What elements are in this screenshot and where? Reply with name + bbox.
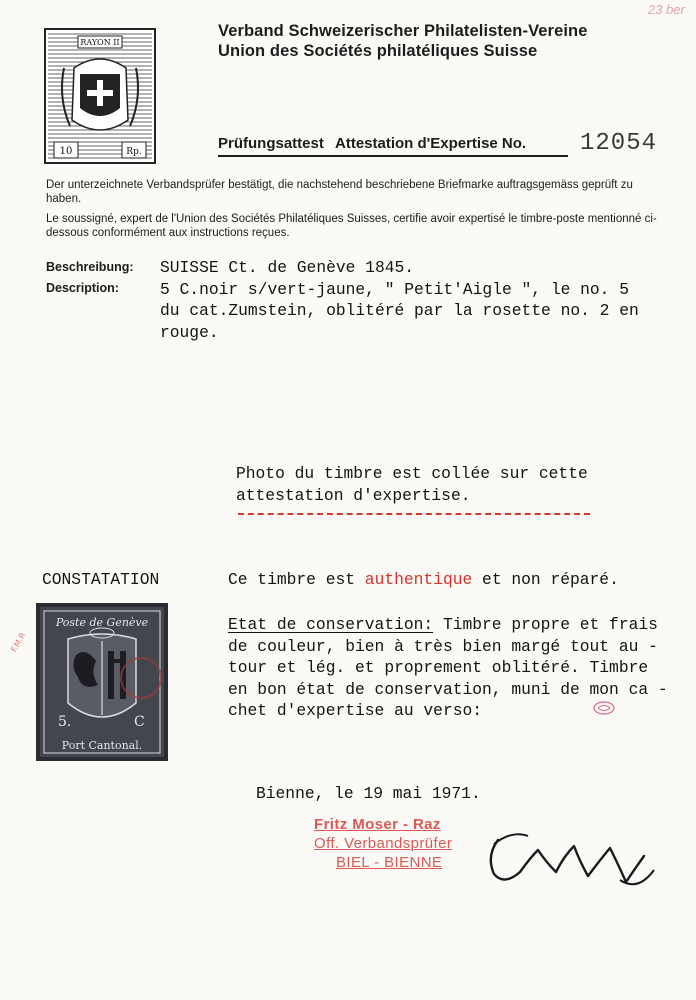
photo-note	[236, 463, 588, 506]
etat-label: Etat de conservation:	[228, 615, 434, 634]
title-rule	[218, 155, 568, 157]
etat-line-1: Timbre propre et frais	[433, 615, 658, 634]
etat-line-4: en bon état de conservation, muni de mon ca -	[228, 679, 668, 699]
authentique-word: authentique	[364, 570, 473, 589]
description-line-4: rouge.	[160, 322, 219, 342]
description-line-1: SUISSE Ct. de Genève 1845.	[160, 258, 415, 277]
etat-line-5: chet d'expertise au verso:	[228, 701, 483, 720]
constatation-label: CONSTATATION	[42, 570, 160, 589]
handwritten-signature-icon	[468, 800, 668, 900]
description-line-3: du cat.Zumstein, oblitéré par la rosette no. 2 en	[160, 301, 639, 320]
constatation-before: Ce timbre est	[228, 570, 365, 589]
rayon-stamp-logo	[44, 28, 156, 164]
svg-text:Poste de Genève: Poste de Genève	[55, 616, 149, 629]
seal-title: Off. Verbandsprüfer	[314, 835, 453, 852]
org-name-de: Verband Schweizerischer Philatelisten-Vereine	[218, 22, 588, 40]
stamp-photo	[36, 603, 168, 761]
label-beschreibung: Beschreibung:	[46, 260, 134, 274]
etat-line-2: de couleur, bien à très bien margé tout au -	[228, 636, 658, 656]
seal-name: Fritz Moser - Raz	[314, 816, 441, 833]
svg-text:F.M.R: F.M.R	[9, 631, 28, 654]
description-line-2: 5 C.noir s/vert-jaune, " Petit'Aigle ", le no. 5	[160, 279, 629, 299]
svg-text:RAYON II: RAYON II	[80, 38, 120, 47]
red-dashed-line	[238, 513, 590, 515]
svg-text:C: C	[134, 714, 145, 730]
svg-text:5.: 5.	[58, 714, 72, 730]
photo-line-2: attestation d'expertise.	[236, 485, 471, 505]
place-date: Bienne, le 19 mai 1971.	[256, 784, 481, 803]
intro-de: Der unterzeichnete Verbandsprüfer bestätigt, die nachstehend beschriebene Briefmarke auftragsgemäss geprüft zu haben.	[46, 179, 633, 205]
stamp-description	[160, 257, 639, 343]
org-name-fr: Union des Sociétés philatéliques Suisse	[218, 42, 538, 60]
seal-city: BIEL - BIENNE	[336, 854, 443, 871]
constatation-after: et non réparé.	[472, 570, 619, 589]
red-margin-mark-icon	[8, 625, 36, 665]
svg-text:Port Cantonal.: Port Cantonal.	[61, 739, 143, 752]
intro-fr: Le soussigné, expert de l'Union des Sociétés Philatéliques Suisses, certifie avoir expertisé le timbre-poste mentionné ci-dessous conformément aux instructions reçues.	[46, 213, 657, 239]
certificate-number: 12054	[580, 130, 658, 157]
cachet-mark-icon	[592, 700, 616, 716]
svg-text:10: 10	[59, 146, 73, 157]
constatation-text	[228, 569, 619, 591]
etat-line-3: tour et lég. et proprement oblitéré. Timbre	[228, 658, 649, 677]
photo-line-1: Photo du timbre est collée sur cette	[236, 464, 588, 483]
title-fr: Attestation d'Expertise No.	[335, 135, 527, 152]
title-de: Prüfungsattest	[218, 135, 324, 152]
svg-text:Rp.: Rp.	[126, 147, 142, 157]
label-description: Description:	[46, 281, 119, 295]
pencil-note: 23 ber	[648, 2, 685, 17]
